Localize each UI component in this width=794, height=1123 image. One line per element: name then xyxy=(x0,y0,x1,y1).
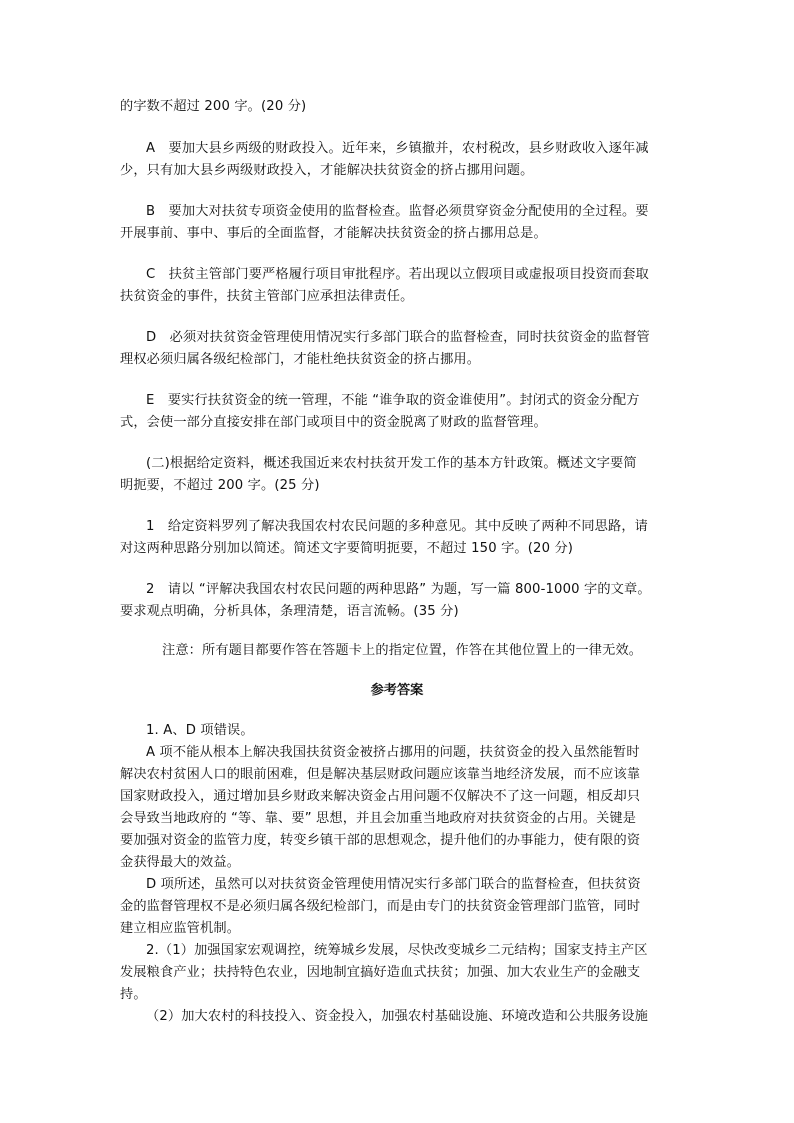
question-item-1-line: 1 给定资料罗列了解决我国农村农民问题的多种意见。其中反映了两种不同思路，请 xyxy=(146,519,649,534)
answer-line: （2）加大农村的科技投入、资金投入，加强农村基础设施、环境改造和公共服务设施 xyxy=(146,1009,649,1024)
exam-notice: 注意：所有题目都要作答在答题卡上的指定位置，作答在其他位置上的一律无效。 xyxy=(162,643,643,658)
option-b-line: B 要加大对扶贫专项资金使用的监督检查。监督必须贯穿资金分配使用的全过程。要 xyxy=(146,204,649,219)
answer-line: 会导致当地政府的 “等、靠、要” 思想，并且会加重当地政府对扶贫资金的占用。关键是 xyxy=(120,811,637,826)
option-c-line: 扶贫资金的事件，扶贫主管部门应承担法律责任。 xyxy=(120,289,414,304)
answer-line: 国家财政投入，通过增加县乡财政来解决资金占用问题不仅解决不了这一问题，相反却只 xyxy=(120,789,641,804)
question-item-2-line: 要求观点明确，分析具体，条理清楚，语言流畅。(35 分) xyxy=(120,604,459,619)
answer-line: 1. A、D 项错误。 xyxy=(146,723,254,738)
question-item-2-line: 2 请以 “评解决我国农村农民问题的两种思路” 为题，写一篇 800-1000 字的文章。 xyxy=(146,582,651,597)
answer-line: 发展粮食产业；扶持特色农业，因地制宜搞好造血式扶贫；加强、加大农业生产的金融支 xyxy=(120,965,641,980)
answer-line: 建立相应监管机制。 xyxy=(120,921,241,936)
question-2-line: 明扼要，不超过 200 字。(25 分) xyxy=(120,478,320,493)
question-text-line: 的字数不超过 200 字。(20 分) xyxy=(120,99,307,114)
option-e-line: E 要实行扶贫资金的统一管理，不能 “谁争取的资金谁使用”。封闭式的资金分配方 xyxy=(146,393,640,408)
question-2-line: (二)根据给定资料，概述我国近来农村扶贫开发工作的基本方针政策。概述文字要简 xyxy=(146,456,637,471)
option-e-line: 式，会使一部分直接安排在部门或项目中的资金脱离了财政的监督管理。 xyxy=(120,415,547,430)
question-item-1-line: 对这两种思路分别加以简述。简述文字要简明扼要，不超过 150 字。(20 分) xyxy=(120,541,574,556)
answer-line: A 项不能从根本上解决我国扶贫资金被挤占挪用的问题，扶贫资金的投入虽然能暂时 xyxy=(146,745,640,760)
option-c-line: C 扶贫主管部门要严格履行项目审批程序。若出现以立假项目或虚报项目投资而套取 xyxy=(146,267,649,282)
answer-line: D 项所述，虽然可以对扶贫资金管理使用情况实行多部门联合的监督检查，但扶贫资 xyxy=(146,877,641,892)
answer-line: 持。 xyxy=(120,987,147,1002)
option-a-line: A 要加大县乡两级的财政投入。近年来，乡镇撤并，农村税改，县乡财政收入逐年减 xyxy=(146,141,649,156)
option-a-line: 少，只有加大县乡两级财政投入，才能解决扶贫资金的挤占挪用问题。 xyxy=(120,163,534,178)
answer-line: 金获得最大的效益。 xyxy=(120,855,241,870)
option-d-line: D 必须对扶贫资金管理使用情况实行多部门联合的监督检查，同时扶贫资金的监督管 xyxy=(146,330,650,345)
option-b-line: 开展事前、事中、事后的全面监督，才能解决扶贫资金的挤占挪用总是。 xyxy=(120,226,547,241)
answer-line: 金的监督管理权不是必须归属各级纪检部门，而是由专门的扶贫资金管理部门监管，同时 xyxy=(120,899,641,914)
answer-line: 2.（1）加强国家宏观调控，统筹城乡发展，尽快改变城乡二元结构；国家支持主产区 xyxy=(146,943,648,958)
answers-heading: 参考答案 xyxy=(370,683,424,698)
option-d-line: 理权必须归属各级纪检部门，才能杜绝扶贫资金的挤占挪用。 xyxy=(120,352,481,367)
answer-line: 解决农村贫困人口的眼前困难，但是解决基层财政问题应该靠当地经济发展，而不应该靠 xyxy=(120,767,641,782)
answer-line: 要加强对资金的监管力度，转变乡镇干部的思想观念，提升他们的办事能力，使有限的资 xyxy=(120,833,641,848)
